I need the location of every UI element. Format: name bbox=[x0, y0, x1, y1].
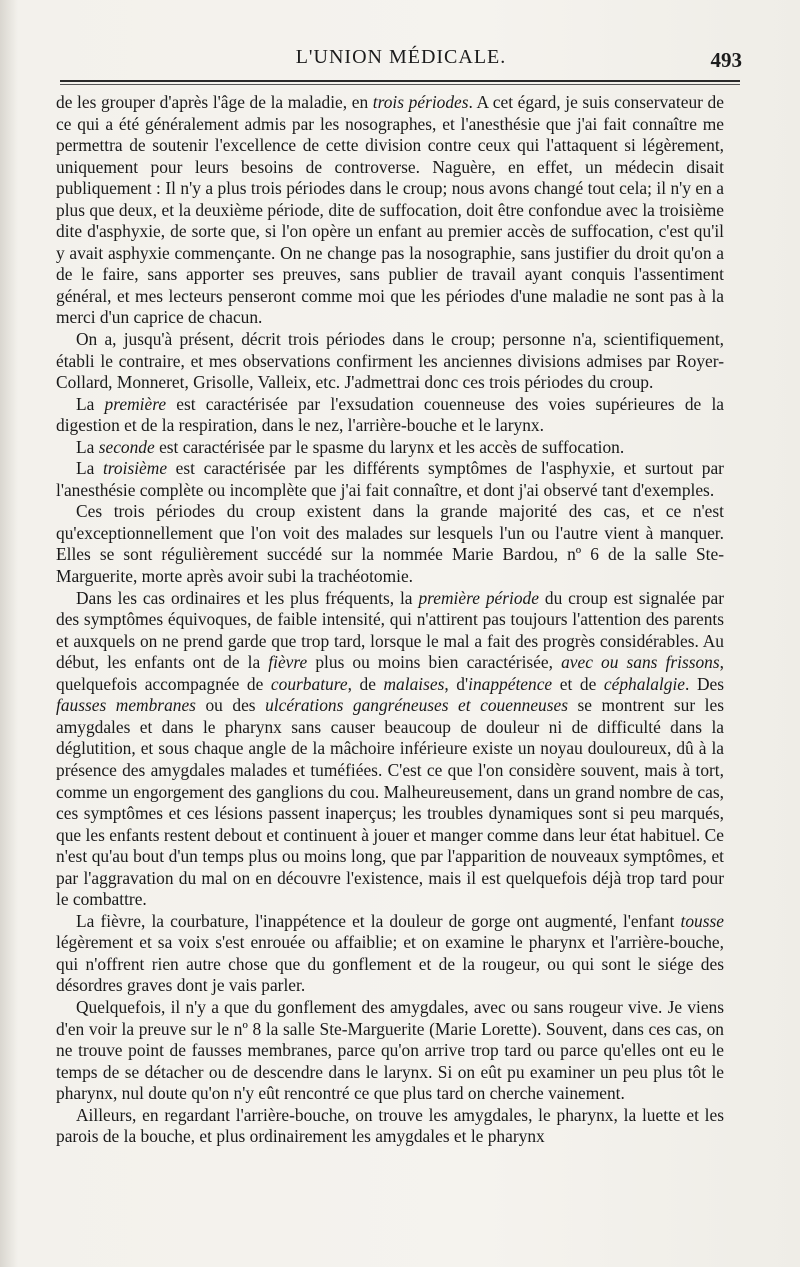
paragraph-6: Ces trois périodes du croup existent dans la grande majorité des cas, et ce n'est qu'exceptionnellement que l'on voit des malades sur lesquels l'un ou l'autre vient à manquer. Elles se sont régulièrement succédé sur la nommée Marie Bardou, nº 6 de la salle Ste-Marguerite, morte après avoir subi la trachéotomie. bbox=[56, 501, 724, 587]
paragraph-8: La fièvre, la courbature, l'inappétence et la douleur de gorge ont augmenté, l'enfant tousse légèrement et sa voix s'est enrouée ou affaiblie; et on examine le pharynx et l'arrière-bouche, qui n'offrent rien autre chose que du gonflement et de la rougeur, ou qui sont le siége des désordres graves dont je vais parler. bbox=[56, 910, 724, 996]
header-rule-thin bbox=[60, 84, 740, 85]
paragraph-1: de les grouper d'après l'âge de la maladie, en trois périodes. A cet égard, je suis conservateur de ce qui a été généralement admis par les nosographes, et l'anesthésie que j'ai fait connaître me permettra de soutenir l'excellence de cette division contre ceux qui l'attaquent si légèrement, uniquement pour leurs besoins de controverse. Naguère, en effet, un médecin disait publiquement : Il n'y a plus trois périodes dans le croup; nous avons changé tout cela; il n'y en a plus que deux, et la deuxième période, dite de suffocation, doit être confondue avec la troisième dite d'asphyxie, de sorte que, si l'on opère un enfant au premier accès de suffocation, c'est qu'il y avait asphyxie commençante. On ne change pas la nosographie, sans justifier du droit qu'on a de le faire, sans apporter ses preuves, sans publier de travail ayant conquis l'assentiment général, et mes lecteurs penseront comme moi que les périodes d'une maladie ne sont pas à la merci d'un caprice de chacun. bbox=[56, 92, 724, 328]
running-title: L'UNION MÉDICALE. bbox=[295, 46, 507, 68]
paragraph-7: Dans les cas ordinaires et les plus fréquents, la première période du croup est signalée par des symptômes équivoques, de faible intensité, qui n'attirent pas toujours l'attention des parents et auxquels on ne prend garde que trop tard, lorsque le mal a fait des progrès considérables. Au début, les enfants ont de la fièvre plus ou moins bien caractérisée, avec ou sans frissons, quelquefois accompagnée de courbature, de malaises, d'inappétence et de céphalalgie. Des fausses membranes ou des ulcérations gangréneuses et couenneuses se montrent sur les amygdales et dans le pharynx sans causer beaucoup de douleur ni de difficulté dans la déglutition, et sous chaque angle de la mâchoire inférieure existe un noyau douloureux, dû à la présence des amygdales malades et tuméfiées. C'est ce que l'on considère souvent, mais à tort, comme un engorgement des ganglions du cou. Malheureusement, dans un grand nombre de cas, ces symptômes et ces lésions passent inaperçus; les troubles dynamiques sont si peu marqués, que les enfants restent debout et continuent à jouer et manger comme dans leur état habituel. Ce n'est qu'au bout d'un temps plus ou moins long, que par l'apparition de nouveaux symptômes, et par l'aggravation du mal on en découvre l'existence, mais il est quelquefois déjà trop tard pour le combattre. bbox=[56, 587, 725, 910]
body-text bbox=[56, 92, 724, 1242]
paragraph-4: La seconde est caractérisée par le spasme du larynx et les accès de suffocation. bbox=[76, 436, 625, 457]
paragraph-10: Ailleurs, en regardant l'arrière-bouche, on trouve les amygdales, le pharynx, la luette et les parois de la bouche, et plus ordinairement les amygdales et le pharynx bbox=[56, 1104, 724, 1147]
paragraph-3: La première est caractérisée par l'exsudation couenneuse des voies supérieures de la digestion et de la respiration, dans le nez, l'arrière-bouche et le larynx. bbox=[56, 393, 724, 436]
paragraph-9: Quelquefois, il n'y a que du gonflement des amygdales, avec ou sans rougeur vive. Je viens d'en voir la preuve sur le nº 8 la salle Ste-Marguerite (Marie Lorette). Souvent, dans ces cas, on ne trouve point de fausses membranes, parce qu'on arrive trop tard ou parce qu'elles ont eu le temps de se détacher ou de descendre dans le larynx. Si on eût pu examiner un peu plus tôt le pharynx, nul doute qu'on n'y eût rencontré ce que plus tard on cherche vainement. bbox=[56, 996, 724, 1104]
paragraph-2: On a, jusqu'à présent, décrit trois périodes dans le croup; personne n'a, scientifiquement, établi le contraire, et mes observations confirment les anciennes divisions admises par Royer-Collard, Monneret, Grisolle, Valleix, etc. J'admettrai donc ces trois périodes du croup. bbox=[56, 329, 724, 393]
header-rule bbox=[60, 80, 740, 82]
page-number: 493 bbox=[710, 48, 742, 72]
page-header bbox=[60, 46, 742, 76]
paragraph-5: La troisième est caractérisée par les différents symptômes de l'asphyxie, et surtout par l'anesthésie complète ou incomplète que j'ai fait connaître, et dont j'ai observé tant d'exemples. bbox=[56, 458, 724, 500]
